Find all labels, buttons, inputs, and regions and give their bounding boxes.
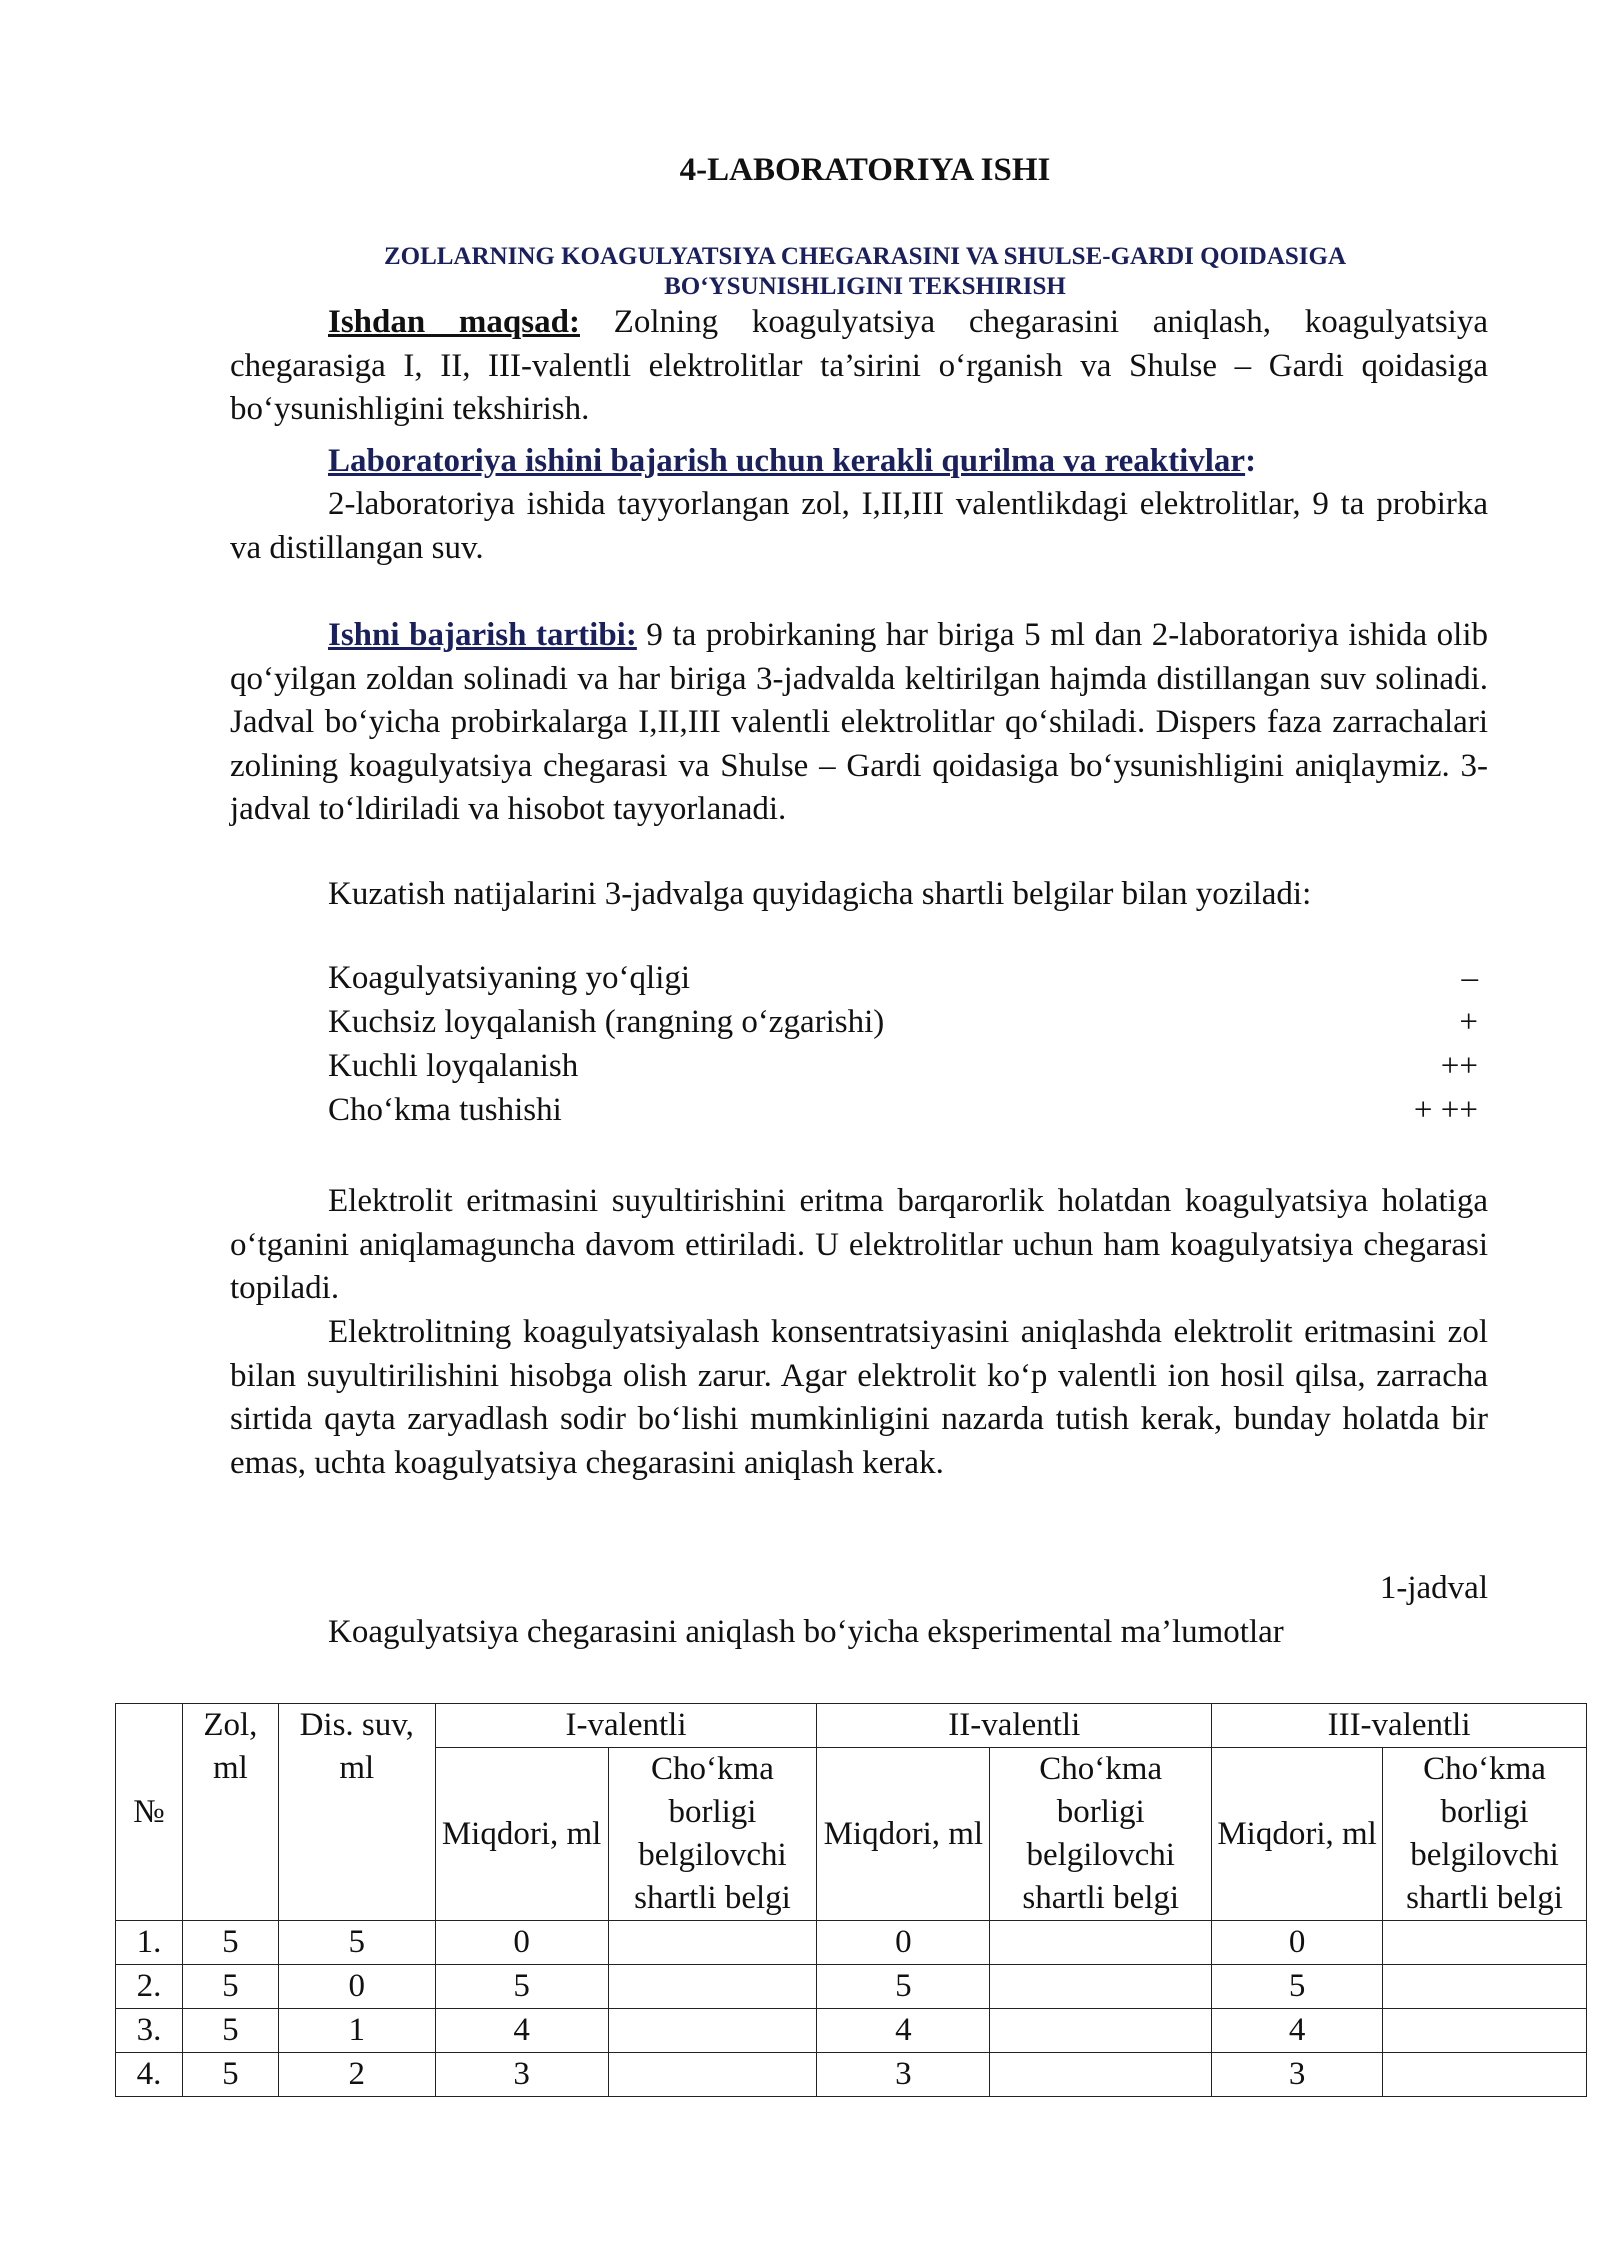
table-row: [116, 1965, 1587, 2009]
procedure-paragraph: [230, 614, 1488, 832]
dilution-paragraph: Elektrolit eritmasini suyultirishini eritma barqarorlik holatdan koagulyatsiya holatiga o‘tganini aniqlamaguncha davom ettiriladi. U elektrolitlar uchun ham koagulyatsiya chegarasi topiladi.: [230, 1183, 1488, 1306]
cell-zol: 5: [182, 1921, 278, 1965]
cell-symbol-i: [608, 2053, 817, 2097]
legend-label: Kuchsiz loyqalanish (rangning o‘zgarishi): [328, 1004, 885, 1040]
subtitle-line-1: ZOLLARNING KOAGULYATSIYA CHEGARASINI VA SHULSE-GARDI QOIDASIGA: [383, 243, 1347, 270]
page-title: 4-LABORATORIYA ISHI: [679, 152, 1051, 188]
table-caption: Koagulyatsiya chegarasini aniqlash bo‘yicha eksperimental ma’lumotlar: [328, 1614, 1284, 1650]
cell-zol: 5: [182, 2053, 278, 2097]
cell-symbol-iii: [1383, 1921, 1587, 1965]
cell-amount-i: 0: [435, 1921, 608, 1965]
cell-zol: 5: [182, 1965, 278, 2009]
equipment-paragraph: 2-laboratoriya ishida tayyorlangan zol, I,II,III valentlikdagi elektrolitlar, 9 ta probirka va distillangan suv.: [230, 486, 1488, 566]
observation-intro: Kuzatish natijalarini 3-jadvalga quyidagicha shartli belgilar bilan yoziladi:: [328, 876, 1312, 912]
table-label: 1-jadval: [1379, 1570, 1488, 1606]
cell-dis: 1: [278, 2009, 435, 2053]
cell-amount-iii: 5: [1212, 1965, 1383, 2009]
cell-number: 3.: [116, 2009, 183, 2053]
amount-header: Miqdori, ml: [1212, 1748, 1383, 1921]
cell-zol: 5: [182, 2009, 278, 2053]
equipment-colon: :: [1245, 443, 1257, 479]
group-iii-valent-header: III-valentli: [1212, 1704, 1587, 1748]
cell-amount-ii: 5: [817, 1965, 990, 2009]
page-subtitle: [230, 242, 1500, 302]
equipment-heading: [230, 440, 1488, 484]
symbol-header: Cho‘kma borligi belgilovchi shartli belgi: [990, 1748, 1212, 1921]
cell-amount-ii: 4: [817, 2009, 990, 2053]
cell-dis: 2: [278, 2053, 435, 2097]
cell-amount-i: 4: [435, 2009, 608, 2053]
goal-label: Ishdan maqsad:: [328, 304, 580, 340]
cell-symbol-iii: [1383, 2053, 1587, 2097]
table-row: [116, 2009, 1587, 2053]
legend-label: Koagulyatsiyaning yo‘qligi: [328, 960, 691, 996]
table-row: [116, 1921, 1587, 1965]
cell-dis: 5: [278, 1921, 435, 1965]
legend-symbol: + ++: [1413, 1092, 1478, 1128]
cell-symbol-ii: [990, 2009, 1212, 2053]
legend-item: [328, 1004, 1488, 1048]
legend-label: Cho‘kma tushishi: [328, 1092, 562, 1128]
table-header-row: [116, 1704, 1587, 1748]
cell-symbol-iii: [1383, 1965, 1587, 2009]
cell-number: 1.: [116, 1921, 183, 1965]
legend-label: Kuchli loyqalanish: [328, 1048, 579, 1084]
symbol-header: Cho‘kma borligi belgilovchi shartli belgi: [1383, 1748, 1587, 1921]
col-number-header: №: [116, 1704, 183, 1921]
goal-text: Zolning koagulyatsiya chegarasini aniqlash, koagulyatsiya chegarasiga I, II, III-valentli elektrolitlar ta’sirini o‘rganish va Shulse – Gardi qoidasiga bo‘ysunishligini tekshirish.: [230, 304, 1488, 427]
legend-item: [328, 1092, 1488, 1136]
cell-symbol-i: [608, 2009, 817, 2053]
cell-symbol-ii: [990, 1921, 1212, 1965]
cell-symbol-iii: [1383, 2009, 1587, 2053]
group-i-valent-header: I-valentli: [435, 1704, 817, 1748]
procedure-label: Ishni bajarish tartibi:: [328, 617, 637, 653]
goal-paragraph: [230, 301, 1488, 432]
cell-symbol-i: [608, 1921, 817, 1965]
cell-symbol-ii: [990, 1965, 1212, 2009]
cell-amount-ii: 3: [817, 2053, 990, 2097]
cell-amount-iii: 0: [1212, 1921, 1383, 1965]
col-dis-header: Dis. suv, ml: [278, 1704, 435, 1921]
legend-symbol: +: [1459, 1004, 1478, 1040]
table-row: [116, 2053, 1587, 2097]
cell-amount-i: 5: [435, 1965, 608, 2009]
equipment-label: Laboratoriya ishini bajarish uchun kerakli qurilma va reaktivlar: [328, 443, 1246, 479]
legend-symbol: ++: [1440, 1048, 1478, 1084]
legend-symbol: –: [1461, 960, 1478, 996]
concentration-paragraph: Elektrolitning koagulyatsiyalash konsentratsiyasini aniqlashda elektrolit eritmasini zol bilan suyultirilishini hisobga olish zarur. Agar elektrolit ko‘p valentli ion hosil qilsa, zarracha sirtida qayta zaryadlash sodir bo‘lishi mumkinligini nazarda tutish kerak, bunday holatda bir emas, uchta koagulyatsiya chegarasini aniqlash kerak.: [230, 1314, 1488, 1481]
cell-number: 4.: [116, 2053, 183, 2097]
amount-header: Miqdori, ml: [817, 1748, 990, 1921]
amount-header: Miqdori, ml: [435, 1748, 608, 1921]
cell-amount-ii: 0: [817, 1921, 990, 1965]
subtitle-line-2: BO‘YSUNISHLIGINI TEKSHIRISH: [664, 273, 1066, 300]
cell-amount-i: 3: [435, 2053, 608, 2097]
col-zol-header: Zol, ml: [182, 1704, 278, 1921]
cell-amount-iii: 4: [1212, 2009, 1383, 2053]
procedure-text: 9 ta probirkaning har biriga 5 ml dan 2-laboratoriya ishida olib qo‘yilgan zoldan solinadi va har biriga 3-jadvalda keltirilgan hajmda distillangan suv solinadi. Jadval bo‘yicha probirkalarga I,II,III valentli elektrolitlar qo‘shiladi. Dispers faza zarrachalari zolining koagulyatsiya chegarasi va Shulse – Gardi qoidasiga bo‘ysunishligini aniqlaymiz. 3-jadval to‘ldiriladi va hisobot tayyorlanadi.: [230, 617, 1489, 827]
legend-item: [328, 1048, 1488, 1092]
cell-symbol-ii: [990, 2053, 1212, 2097]
legend-item: [328, 960, 1488, 1004]
cell-dis: 0: [278, 1965, 435, 2009]
symbol-header: Cho‘kma borligi belgilovchi shartli belgi: [608, 1748, 817, 1921]
cell-amount-iii: 3: [1212, 2053, 1383, 2097]
cell-number: 2.: [116, 1965, 183, 2009]
group-ii-valent-header: II-valentli: [817, 1704, 1212, 1748]
cell-symbol-i: [608, 1965, 817, 2009]
data-table: [115, 1703, 1587, 2097]
